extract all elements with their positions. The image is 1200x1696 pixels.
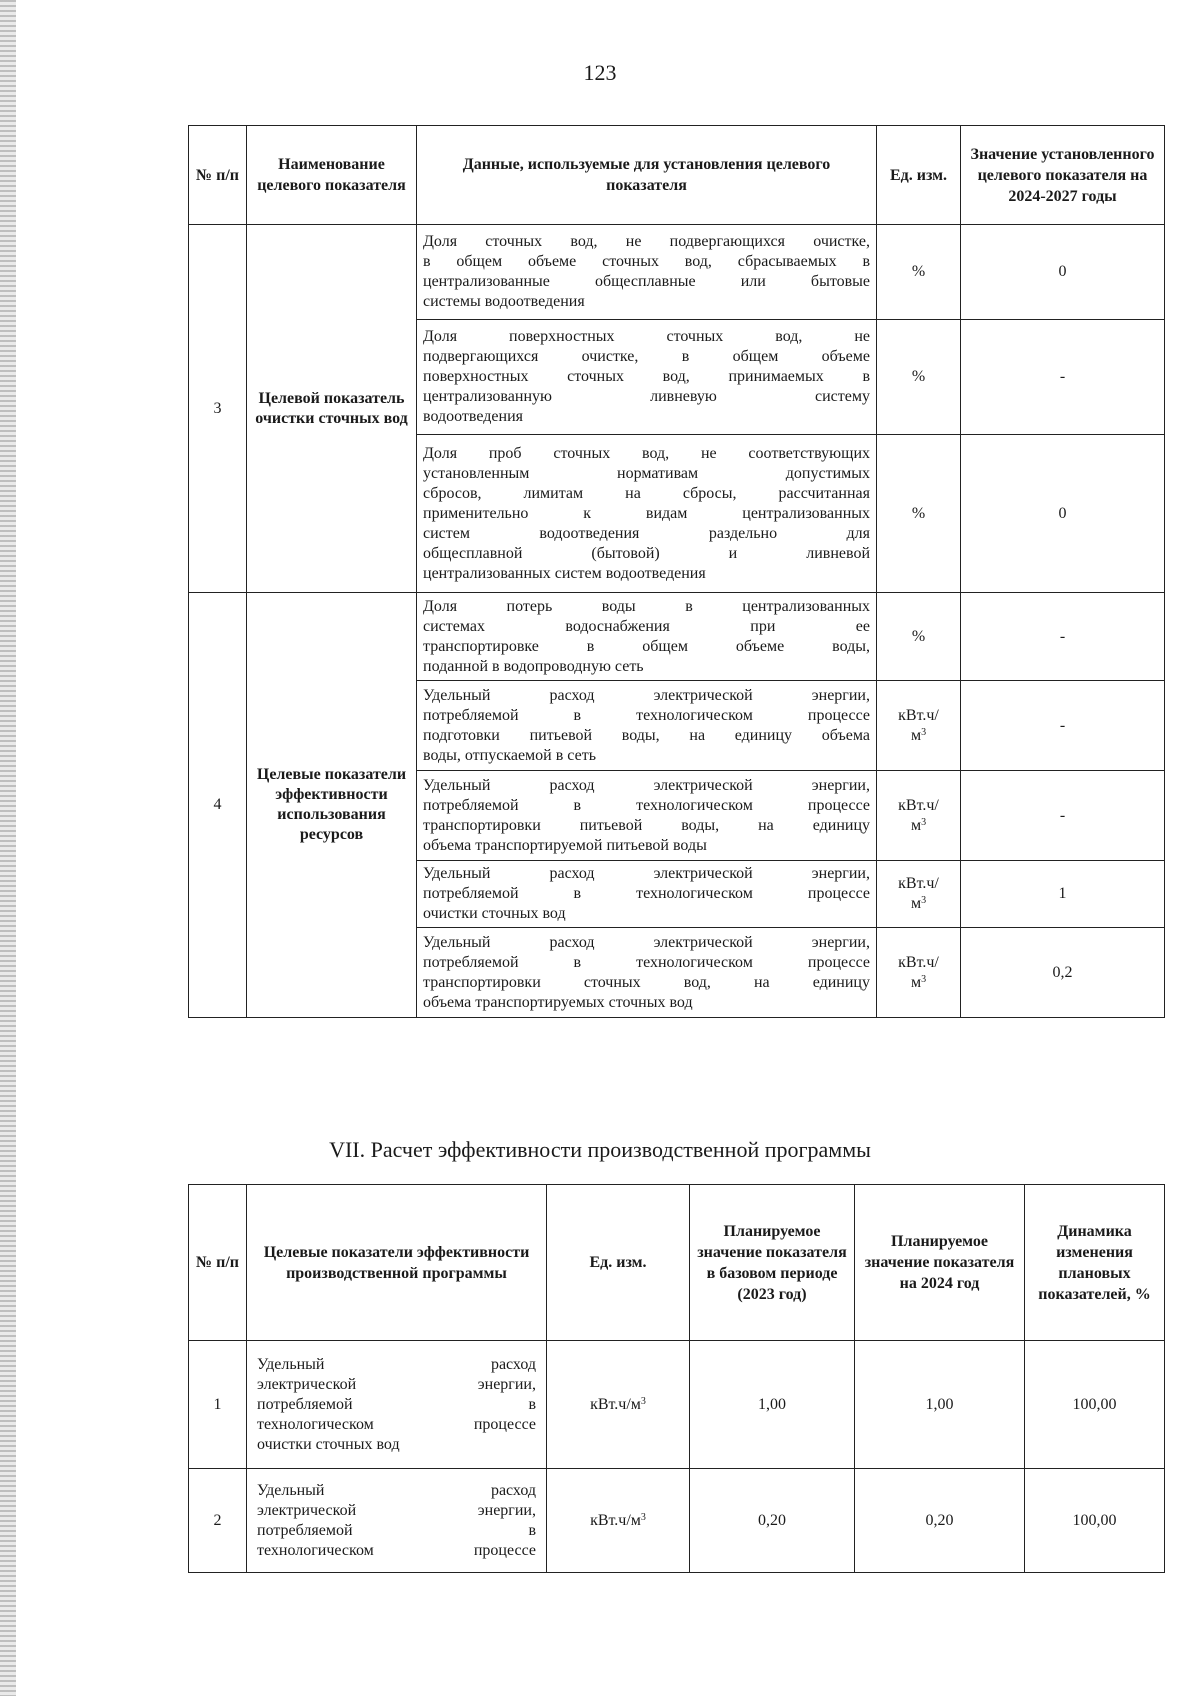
- description-line: водоотведения: [423, 408, 523, 425]
- description-line: потребляемой в технологическом процессе: [423, 796, 870, 814]
- data-description: [417, 435, 877, 593]
- efficiency-table: [188, 1184, 1165, 1573]
- target-value: 1: [961, 861, 1165, 928]
- data-description: [417, 771, 877, 861]
- indicator-description: [247, 1341, 547, 1469]
- unit-cell: [877, 771, 961, 861]
- description-line: централизованных систем водоотведения: [423, 564, 706, 582]
- data-description: [417, 320, 877, 435]
- description-line: воды, отпускаемой в сеть: [423, 746, 596, 764]
- unit-text: %: [911, 504, 926, 522]
- unit-superscript: 3: [640, 1511, 646, 1523]
- table-row: [189, 593, 1165, 681]
- table-row: [189, 225, 1165, 320]
- unit-text: кВт.ч/: [898, 875, 939, 892]
- unit-cell: $кВт.ч/м^3$: [547, 1469, 690, 1573]
- planned-2024-value: 1,00: [855, 1341, 1025, 1469]
- scan-edge-artifact: [0, 0, 16, 1696]
- description-line: системы водоотведения: [423, 293, 585, 310]
- description-line: объема транспортируемой питьевой воды: [423, 836, 707, 854]
- unit-cell: $кВт.ч/м^3$: [547, 1341, 690, 1469]
- description-line: Доля потерь воды в централизованных: [423, 597, 870, 615]
- row-number: 3: [189, 225, 247, 593]
- description-line: потребляемой в технологическом процессе: [423, 953, 870, 971]
- target-value: 0: [961, 435, 1165, 593]
- description-line: в общем объеме сточных вод, сбрасываемых в: [423, 253, 870, 270]
- description-line: потребляемой в технологическом процессе: [423, 885, 870, 902]
- description-line: централизованные общесплавные или бытовые: [423, 273, 870, 290]
- description-line: потребляемой в: [257, 1521, 536, 1539]
- unit-text: кВт.ч/: [898, 796, 939, 814]
- description-line: транспортировке в общем объеме воды,: [423, 637, 870, 655]
- header-target-value: Значение установленного целевого показателя на 2024-2027 годы: [961, 126, 1165, 225]
- description-line: электрической энергии,: [257, 1375, 536, 1393]
- header-base-period-value: Планируемое значение показателя в базовом периоде (2023 год): [690, 1185, 855, 1341]
- table2-header-row: [189, 1185, 1165, 1341]
- description-line: Доля поверхностных сточных вод, не: [423, 328, 870, 345]
- description-line: систем водоотведения раздельно для: [423, 524, 870, 542]
- indicator-description: [247, 1469, 547, 1573]
- description-line: сбросов, лимитам на сбросы, рассчитанная: [423, 484, 870, 502]
- header-unit: Ед. изм.: [877, 126, 961, 225]
- description-line: потребляемой в: [257, 1395, 536, 1413]
- description-line: транспортировки питьевой воды, на единицу: [423, 816, 870, 834]
- row-number: 2: [189, 1469, 247, 1573]
- description-line: Доля проб сточных вод, не соответствующих: [423, 444, 870, 462]
- unit-text: кВт.ч/: [898, 953, 939, 971]
- description-line: Удельный расход электрической энергии,: [423, 776, 870, 794]
- description-line: потребляемой в технологическом процессе: [423, 706, 870, 724]
- header-dynamics: Динамика изменения плановых показателей, %: [1025, 1185, 1165, 1341]
- unit-superscript: 3: [921, 726, 927, 738]
- unit-cell: [877, 593, 961, 681]
- unit-superscript: 3: [921, 816, 927, 828]
- description-line: технологическом процессе: [257, 1415, 536, 1433]
- target-value: 0,2: [961, 928, 1165, 1018]
- data-description: [417, 225, 877, 320]
- unit-text: %: [911, 368, 926, 385]
- description-line: Удельный расход электрической энергии,: [423, 933, 870, 951]
- unit-text: $м^3$: [910, 973, 927, 991]
- table-row: [189, 1341, 1165, 1469]
- unit-text: %: [911, 627, 926, 645]
- unit-cell: [877, 861, 961, 928]
- description-line: системах водоснабжения при ее: [423, 617, 870, 635]
- section-title: VII. Расчет эффективности производственной программы: [329, 1137, 871, 1162]
- unit-cell: [877, 928, 961, 1018]
- header-indicator-name: Наименование целевого показателя: [247, 126, 417, 225]
- description-line: установленным нормативам допустимых: [423, 464, 870, 482]
- data-description: [417, 593, 877, 681]
- row-number: 1: [189, 1341, 247, 1469]
- base-period-value: 0,20: [690, 1469, 855, 1573]
- dynamics-value: 100,00: [1025, 1469, 1165, 1573]
- unit-superscript: 3: [921, 973, 927, 985]
- indicator-name: Целевой показатель очистки сточных вод: [247, 225, 417, 593]
- header-unit: Ед. изм.: [547, 1185, 690, 1341]
- header-num: № п/п: [189, 1185, 247, 1341]
- description-line: Удельный расход: [257, 1481, 536, 1499]
- target-value: -: [961, 320, 1165, 435]
- unit-text: $м^3$: [910, 816, 927, 834]
- target-value: -: [961, 681, 1165, 771]
- unit-cell: [877, 435, 961, 593]
- table-row: [189, 1469, 1165, 1573]
- indicator-name: Целевые показатели эффективности использования ресурсов: [247, 593, 417, 1018]
- unit-text: $м^3$: [910, 895, 927, 912]
- data-description: [417, 681, 877, 771]
- description-line: общесплавной (бытовой) и ливневой: [423, 544, 870, 562]
- description-line: объема транспортируемых сточных вод: [423, 993, 693, 1011]
- description-line: очистки сточных вод: [423, 905, 566, 922]
- header-num: № п/п: [189, 126, 247, 225]
- unit-cell: [877, 225, 961, 320]
- header-efficiency-indicators: Целевые показатели эффективности производственной программы: [247, 1185, 547, 1341]
- unit-superscript: 3: [640, 1395, 646, 1407]
- description-line: Удельный расход: [257, 1355, 536, 1373]
- data-description: [417, 928, 877, 1018]
- target-value: 0: [961, 225, 1165, 320]
- header-planned-2024-value: Планируемое значение показателя на 2024 год: [855, 1185, 1025, 1341]
- description-line: подвергающихся очистке, в общем объеме: [423, 348, 870, 365]
- description-line: Доля сточных вод, не подвергающихся очистке,: [423, 233, 870, 250]
- unit-cell: [877, 320, 961, 435]
- header-data-used: Данные, используемые для установления целевого показателя: [417, 126, 877, 225]
- description-line: транспортировки сточных вод, на единицу: [423, 973, 870, 991]
- description-line: поверхностных сточных вод, принимаемых в: [423, 368, 870, 385]
- data-description: [417, 861, 877, 928]
- description-line: централизованную ливневую систему: [423, 388, 870, 405]
- target-value: -: [961, 593, 1165, 681]
- unit-cell: [877, 681, 961, 771]
- description-line: технологическом процессе: [257, 1541, 536, 1559]
- target-indicators-table: [188, 125, 1165, 1018]
- planned-2024-value: 0,20: [855, 1469, 1025, 1573]
- unit-superscript: 3: [921, 895, 927, 906]
- description-line: Удельный расход электрической энергии,: [423, 686, 870, 704]
- dynamics-value: 100,00: [1025, 1341, 1165, 1469]
- page-number: 123: [583, 60, 617, 85]
- row-number: 4: [189, 593, 247, 1018]
- description-line: Удельный расход электрической энергии,: [423, 865, 870, 882]
- unit-text: %: [911, 263, 926, 280]
- description-line: поданной в водопроводную сеть: [423, 657, 644, 675]
- target-value: -: [961, 771, 1165, 861]
- table1-header-row: [189, 126, 1165, 225]
- unit-text: $м^3$: [910, 726, 927, 744]
- description-line: электрической энергии,: [257, 1501, 536, 1519]
- base-period-value: 1,00: [690, 1341, 855, 1469]
- description-line: подготовки питьевой воды, на единицу объема: [423, 726, 870, 744]
- unit-text: кВт.ч/: [898, 706, 939, 724]
- description-line: очистки сточных вод: [257, 1435, 400, 1453]
- description-line: применительно к видам централизованных: [423, 504, 870, 522]
